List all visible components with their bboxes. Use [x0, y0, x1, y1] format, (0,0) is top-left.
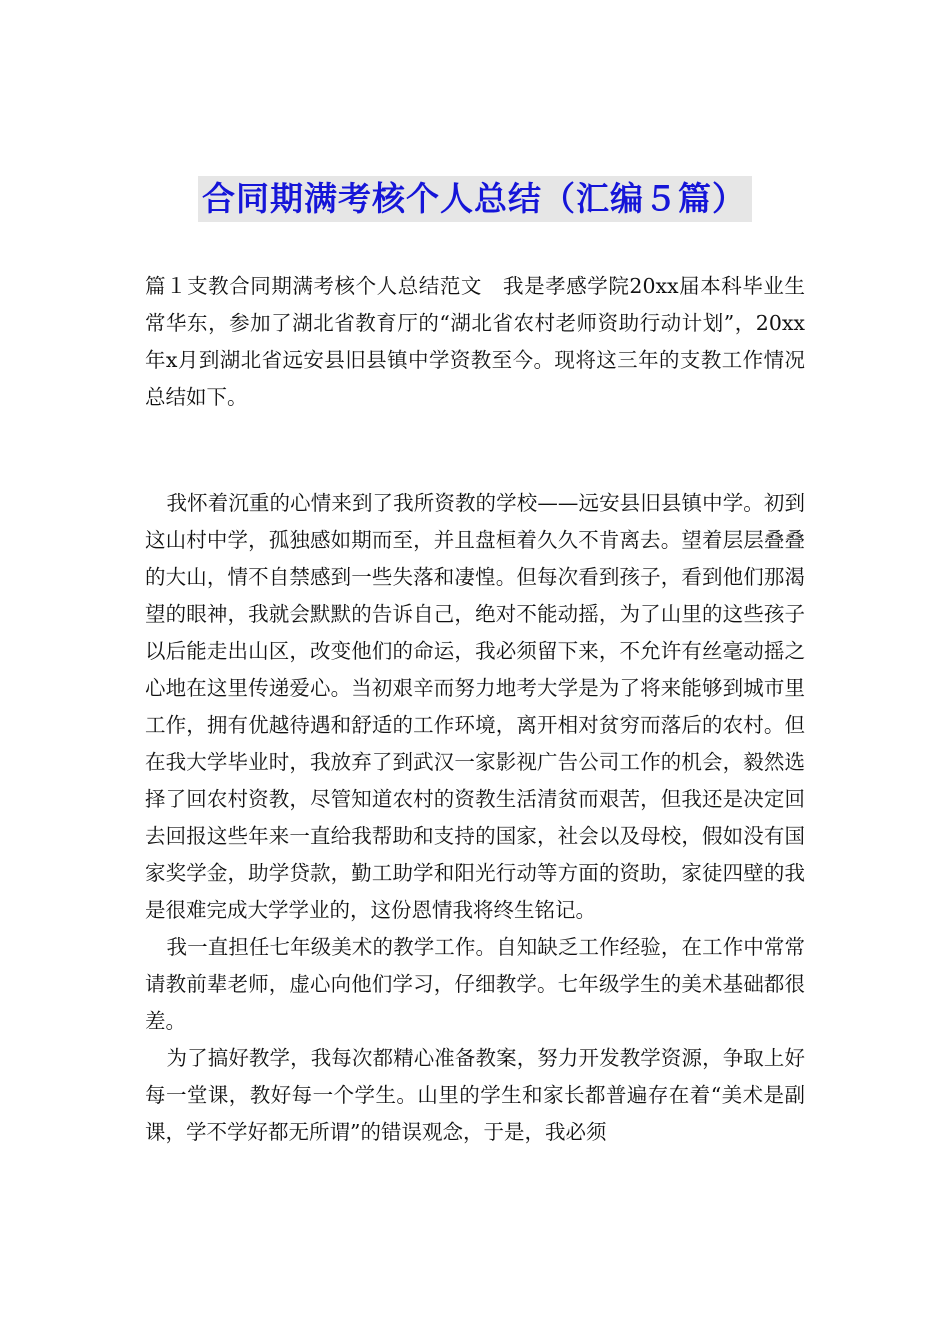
document-title: 合同期满考核个人总结（汇编５篇）	[198, 176, 752, 222]
title-container	[0, 176, 950, 222]
body-paragraph: 我怀着沉重的心情来到了我所资教的学校——远安县旧县镇中学。初到这山村中学，孤独感如期而至，并且盘桓着久久不肯离去。望着层层叠叠的大山，情不自禁感到一些失落和凄惶。但每次看到孩子，看到他们那渴望的眼神，我就会默默的告诉自己，绝对不能动摇，为了山里的这些孩子以后能走出山区，改变他们的命运，我必须留下来，不允许有丝毫动摇之心地在这里传递爱心。当初艰辛而努力地考大学是为了将来能够到城市里工作，拥有优越待遇和舒适的工作环境，离开相对贫穷而落后的农村。但在我大学毕业时，我放弃了到武汉一家影视广告公司工作的机会，毅然选择了回农村资教，尽管知道农村的资教生活清贫而艰苦，但我还是决定回去回报这些年来一直给我帮助和支持的国家，社会以及母校，假如没有国家奖学金，助学贷款，勤工助学和阳光行动等方面的资助，家徒四壁的我是很难完成大学学业的，这份恩情我将终生铭记。	[145, 491, 805, 922]
intro-paragraph: 篇１支教合同期满考核个人总结范文 我是孝感学院20xx届本科毕业生常华东，参加了湖北省教育厅的“湖北省农村老师资助行动计划”，20xx年x月到湖北省远安县旧县镇中学资教至今。现将这三年的支教工作情况总结如下。	[145, 274, 805, 409]
body-paragraph: 我一直担任七年级美术的教学工作。自知缺乏工作经验，在工作中常常请教前辈老师，虚心向他们学习，仔细教学。七年级学生的美术基础都很差。	[145, 935, 805, 1033]
body-paragraph: 为了搞好教学，我每次都精心准备教案，努力开发教学资源，争取上好每一堂课，教好每一个学生。山里的学生和家长都普遍存在着“美术是副课，学不学好都无所谓”的错误观念，于是，我必须	[145, 1046, 805, 1144]
body-section	[145, 485, 805, 1151]
